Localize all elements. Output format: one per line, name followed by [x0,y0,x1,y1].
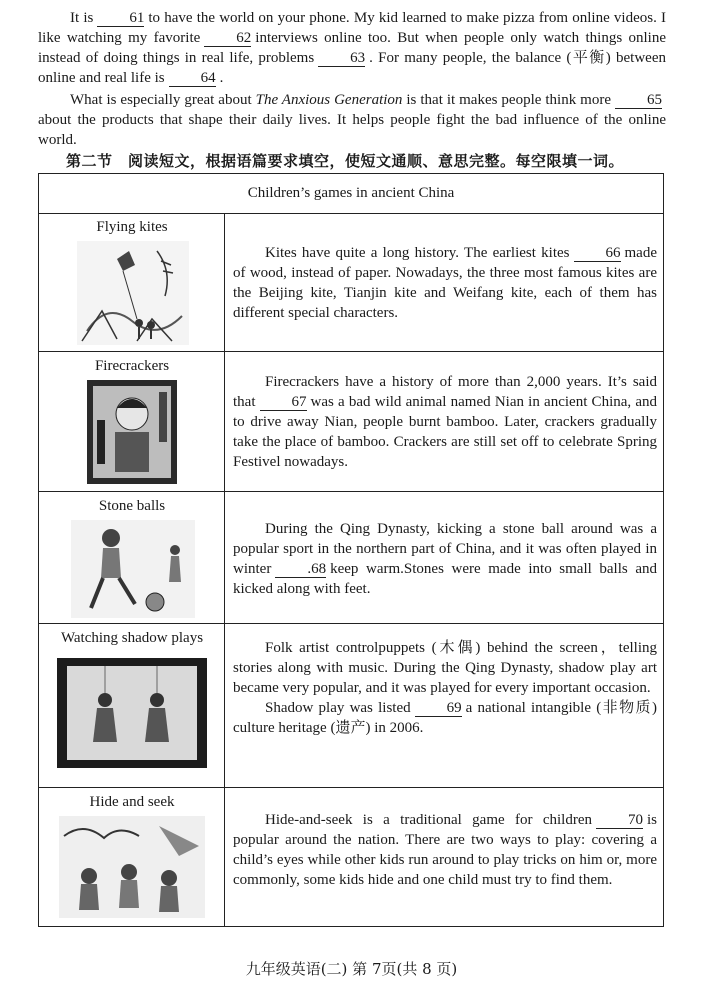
games-table [38,173,664,927]
text: interviews online too. But when people only watch things online instead of doing things in real life, problems [38,30,666,66]
row-label-cell [39,492,225,623]
row-label-cell [39,213,225,351]
stone-ball-illustration-icon [71,520,195,618]
blank-68: .68 [275,561,326,578]
shadow-play-illustration-icon [57,658,207,768]
row-label-cell [39,352,225,491]
row-label-cell [39,624,225,787]
row-text-cell [233,243,657,323]
text: What is especially great about [70,92,252,108]
row-label-cell [39,788,225,926]
table-row-shadow-plays [39,624,663,788]
text: about the products that shape their daily lives. It helps people fight the bad influence of the online world. [38,112,666,148]
row-text-cell [233,810,657,890]
text: is popular around the nation. There are two ways to play: covering a child’s eyes while other kids run around to play tricks on him or, more commonly, some kids hide and one child must try to find them. [233,812,657,888]
blank-62: 62 [204,30,251,47]
text: Folk artist controlpuppets (木偶) behind the screen，telling stories along with music. During the Qing Dynasty, shadow play art became very popular, and it was played for every important occasion. [233,640,657,696]
row-label: Watching shadow plays [60,630,204,646]
blank-65: 65 [615,92,662,109]
text: to have the world on your phone. My kid learned to make pizza from online videos. I like watching my favorite [38,10,666,46]
row-label: Stone balls [98,498,166,514]
table-row-kites [39,213,663,352]
text: a national intangible (非物质) culture heritage (遗产) in 2006. [233,700,658,736]
text: It is [70,10,94,26]
page-footer: 九年级英语(二) 第 7页(共 8 页) [245,960,458,978]
text: Hide-and-seek is a traditional game for children [265,812,592,828]
text: . For many people, the balance (平衡) between online and real life is [38,50,666,86]
row-text-cell [233,519,657,599]
passage-paragraph-2 [38,90,666,150]
blank-69: 69 [415,700,462,717]
row-text-cell [233,372,657,472]
text: keep warm.Stones were made into small balls and kicked along with feet. [233,561,657,597]
kite-illustration-icon [77,241,189,345]
table-row-stone-balls [39,492,663,624]
book-title: The Anxious Generation [255,92,403,108]
blank-64: 64 [169,70,216,87]
text: During the Qing Dynasty, kicking a stone ball around was a popular sport in the northern part of China, and it was often played in winter [233,521,657,577]
text: made of wood, instead of paper. Nowadays, the three most famous kites are the Beijing kite, Tianjin kite and Weifang kite, each of them has different special characters. [233,245,657,321]
blank-61: 61 [97,10,144,27]
blank-67: 67 [260,394,307,411]
blank-70: 70 [596,812,643,829]
firecracker-illustration-icon [87,380,177,484]
row-label: Flying kites [96,219,168,235]
blank-63: 63 [318,50,365,67]
table-row-firecrackers [39,352,663,492]
row-label: Firecrackers [94,358,170,374]
passage-paragraph-1 [38,8,666,88]
text: is that it makes people think more [406,92,611,108]
text: was a bad wild animal named Nian in ancient China, and to drive away Nian, people burnt bamboo. Later, crackers gradually take the place of bamboo. Crackers are still set off to celebrate Spring Festivel nowadays. [233,394,657,470]
hide-and-seek-illustration-icon [59,816,205,918]
row-label: Hide and seek [89,794,175,810]
row-text-cell [233,638,657,738]
text: Kites have quite a long history. The earliest kites [265,245,570,261]
text: . [219,70,224,86]
section-heading: 第二节 阅读短文，根据语篇要求填空，使短文通顺、意思完整。每空限填一词。 [66,152,625,170]
text: Firecrackers have a history of more than 2,000 years. It’s said that [233,374,657,410]
blank-66: 66 [574,245,621,262]
text: Shadow play was listed [265,700,411,716]
table-title: Children’s games in ancient China [39,174,663,214]
table-row-hide-and-seek [39,788,663,926]
